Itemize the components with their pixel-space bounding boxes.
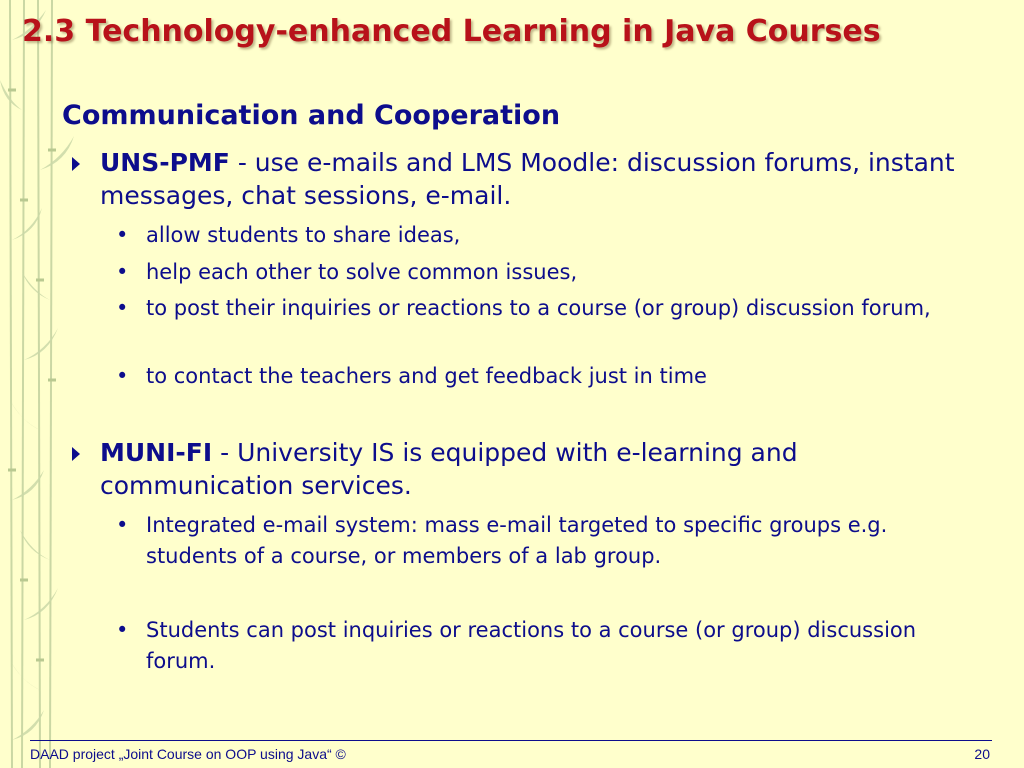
list-item [116, 257, 976, 288]
bullet-text: Students can post inquiries or reactions to a course (or group) discussion forum. [146, 618, 917, 673]
bullet-text: to contact the teachers and get feedback just in time [146, 364, 707, 388]
slide-title: 2.3 Technology-enhanced Learning in Java Courses [22, 14, 881, 49]
bullet-text: allow students to share ideas, [146, 223, 461, 247]
list-item [116, 361, 976, 392]
bullet-text: to post their inquiries or reactions to a course (or group) discussion forum, [146, 296, 931, 320]
triangle-right-icon [72, 447, 80, 461]
footer-divider [30, 740, 992, 741]
dot-icon: • [116, 364, 129, 388]
dot-icon: • [116, 260, 129, 284]
list-item [116, 293, 976, 324]
triangle-right-icon [72, 157, 80, 171]
list-item [116, 615, 976, 677]
section-keyword: MUNI-FI [100, 438, 213, 467]
bullet-text: help each other to solve common issues, [146, 260, 578, 284]
section-keyword: UNS-PMF [100, 148, 230, 177]
page-number: 20 [974, 746, 990, 762]
section-uns-pmf [100, 146, 990, 212]
dot-icon: • [116, 223, 129, 247]
dot-icon: • [116, 296, 129, 320]
section-text: - University IS is equipped with e-learning and communication services. [100, 438, 798, 500]
bullet-text: Integrated e-mail system: mass e-mail targeted to specific groups e.g. students of a course, or members of a lab group. [146, 513, 888, 568]
dot-icon: • [116, 513, 129, 537]
footer-text: DAAD project „Joint Course on OOP using Java“ © [30, 746, 346, 762]
list-item [116, 220, 976, 251]
section-text: - use e-mails and LMS Moodle: discussion forums, instant messages, chat sessions, e-mail. [100, 148, 955, 210]
section-muni-fi [100, 436, 990, 502]
dot-icon: • [116, 618, 129, 642]
slide-subtitle: Communication and Cooperation [62, 100, 561, 131]
list-item [116, 510, 976, 572]
